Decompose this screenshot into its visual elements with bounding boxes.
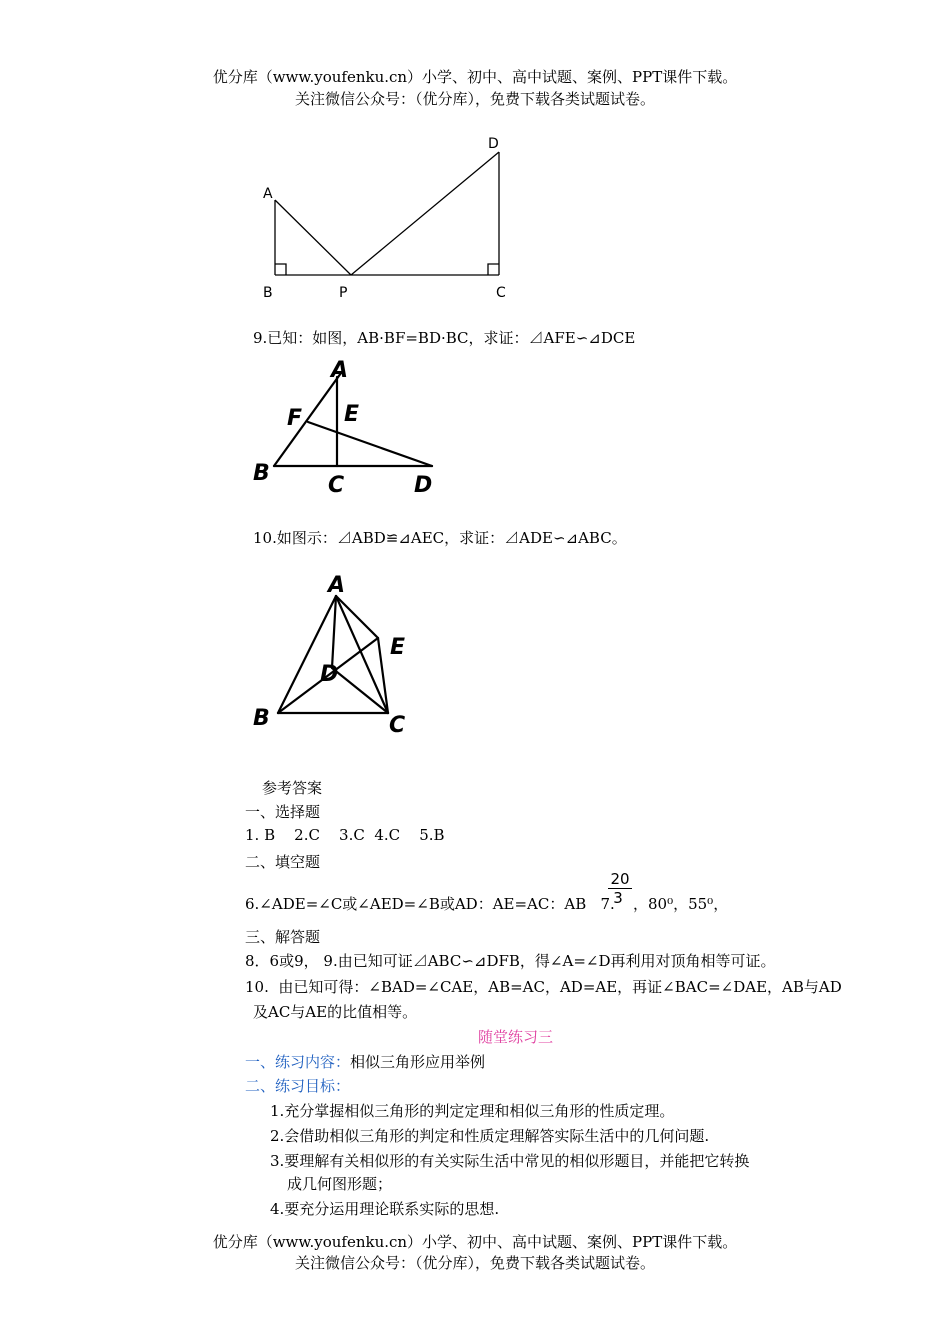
practice-goal-4: 4.要充分运用理论联系实际的思想. <box>270 1200 500 1218</box>
label-b: B <box>253 461 270 486</box>
fraction-denominator: 3 <box>613 889 623 907</box>
answers-q10-line-2: 及AC与AE的比值相等。 <box>253 1003 418 1021</box>
label-p: P <box>339 285 348 301</box>
label-b: B <box>253 706 270 731</box>
answers-title: 参考答案 <box>262 779 323 797</box>
label-e: E <box>344 402 360 427</box>
answers-fill-part-a: 6.∠ADE=∠C或∠AED=∠B或AD：AE=AC：AB 7. <box>245 895 615 913</box>
label-f: F <box>287 406 303 431</box>
segment-ba <box>274 373 341 466</box>
fraction-numerator: 20 <box>610 870 630 888</box>
label-e: E <box>390 635 406 660</box>
right-angle-c <box>488 264 499 275</box>
figure-q9 <box>250 355 450 500</box>
q9-text: 9.已知：如图，AB·BF=BD·BC，求证：⊿AFE∽⊿DCE <box>253 329 636 347</box>
segment-fd <box>308 422 432 466</box>
label-a: A <box>263 186 273 202</box>
practice-title: 随堂练习三 <box>478 1028 554 1046</box>
figure-q10 <box>250 568 430 738</box>
footer-line-2: 关注微信公众号：（优分库），免费下载各类试题试卷。 <box>294 1254 655 1272</box>
segment-ad <box>332 596 336 668</box>
label-c: C <box>328 473 345 498</box>
segment-ab <box>278 596 339 713</box>
practice-goals-label: 二、练习目标： <box>245 1077 351 1095</box>
answers-q10-line-1: 10. 由已知可得：∠BAD=∠CAE，AB=AC，AD=AE，再证∠BAC=∠DAE，AB与AD <box>245 978 842 996</box>
answers-q8-q9: 8．6或9， 9.由已知可证⊿ABC∽⊿DFB，得∠A=∠D再利用对顶角相等可证。 <box>245 952 776 970</box>
right-angle-b <box>275 264 286 275</box>
label-a: A <box>331 358 349 383</box>
answers-section-1: 一、选择题 <box>245 803 321 821</box>
segment-ae <box>336 596 378 638</box>
practice-goal-3: 3.要理解有关相似形的有关实际生活中常见的相似形题目，并能把它转换 <box>270 1152 750 1170</box>
label-c: C <box>496 285 506 301</box>
label-a: A <box>328 573 346 598</box>
practice-content-value: 相似三角形应用举例 <box>350 1053 486 1071</box>
answers-section-2: 二、填空题 <box>245 853 321 871</box>
figure-q8 <box>255 130 525 310</box>
answers-section-3: 三、解答题 <box>245 928 321 946</box>
footer-line-1: 优分库（www.youfenku.cn）小学、初中、高中试题、案例、PPT课件下载。 <box>212 1233 738 1251</box>
label-d: D <box>488 136 499 152</box>
practice-content-label: 一、练习内容： <box>245 1053 351 1071</box>
practice-goal-2: 2.会借助相似三角形的判定和性质定理解答实际生活中的几何问题. <box>270 1127 710 1145</box>
answers-fill-part-b: ，80⁰，55⁰， <box>633 895 729 913</box>
answers-multiple-choice: 1. B 2.C 3.C 4.C 5.B <box>245 826 445 844</box>
practice-goal-3-cont: 成几何图形题； <box>287 1175 393 1193</box>
label-d: D <box>320 662 339 687</box>
practice-goal-1: 1.充分掌握相似三角形的判定定理和相似三角形的性质定理。 <box>270 1102 675 1120</box>
label-c: C <box>389 713 406 738</box>
q10-text: 10.如图示：⊿ABD≌⊿AEC，求证：⊿ADE∽⊿ABC。 <box>253 529 627 547</box>
segment-pd <box>351 152 499 275</box>
segment-dc <box>332 668 388 713</box>
practice-content <box>245 1051 485 1072</box>
header-line-1: 优分库（www.youfenku.cn）小学、初中、高中试题、案例、PPT课件下载。 <box>212 68 738 86</box>
header-line-2: 关注微信公众号：（优分库），免费下载各类试题试卷。 <box>294 90 655 108</box>
label-d: D <box>414 473 433 498</box>
label-b: B <box>263 285 273 301</box>
